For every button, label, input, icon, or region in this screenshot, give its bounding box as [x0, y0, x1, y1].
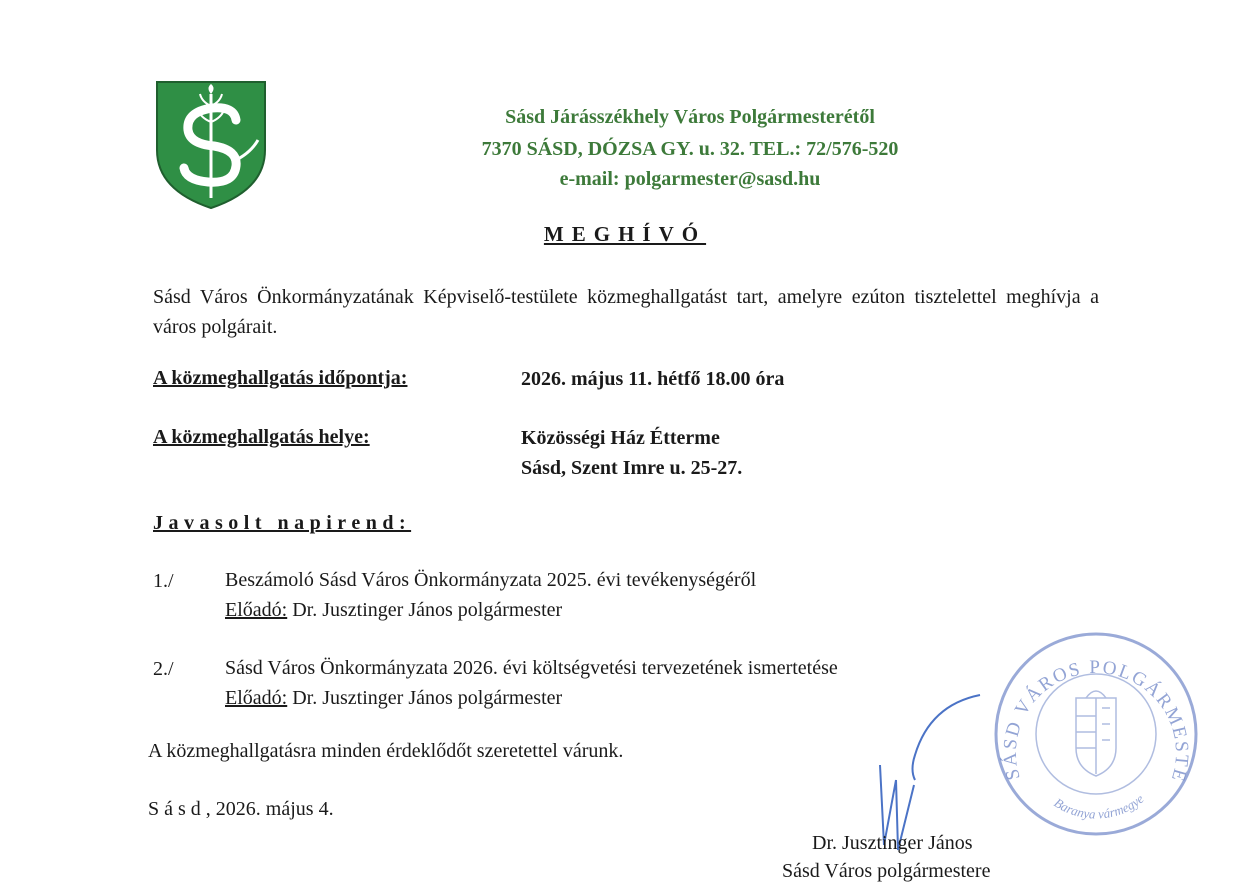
stamp-outer-text: SÁSD VÁROS POLGÁRMESTE [999, 656, 1193, 786]
stamp-inner-text: Baranya vármegye [1051, 791, 1147, 822]
handwritten-signature [870, 685, 990, 855]
place-label: A közmeghallgatás helye: [153, 426, 370, 448]
presenter-label: Előadó: [225, 687, 288, 709]
intro-paragraph: Sásd Város Önkormányzatának Képviselő-testülete közmeghallgatást tart, amelyre ezúton tisztelettel meghívja a város polgárait. [153, 286, 1099, 338]
place-value-line2: Sásd, Szent Imre u. 25-27. [521, 457, 743, 479]
place-date [148, 798, 334, 821]
agenda-item-number: 1./ [153, 570, 174, 592]
signatory-name: Dr. Jusztinger János [812, 832, 973, 854]
official-stamp [990, 628, 1202, 840]
header-office-name: Sásd Járásszékhely Város Polgármesterétől [505, 106, 875, 128]
signatory-title: Sásd Város polgármestere [782, 860, 991, 882]
time-label: A közmeghallgatás időpontja: [153, 367, 408, 389]
time-value: 2026. május 11. hétfő 18.00 óra [521, 368, 785, 390]
agenda-item-presenter [225, 595, 562, 625]
header-address: 7370 SÁSD, DÓZSA GY. u. 32. TEL.: 72/576-520 [481, 138, 899, 160]
place-value-line1: Közösségi Ház Étterme [521, 427, 720, 449]
presenter-label: Előadó: [225, 599, 288, 621]
svg-text:Baranya vármegye [1052, 791, 1147, 822]
presenter-name: Dr. Jusztinger János polgármester [287, 687, 563, 709]
agenda-item-number: 2./ [153, 658, 174, 680]
place-date-value: , 2026. május 4. [205, 798, 334, 820]
agenda-heading: Javasolt napirend: [153, 512, 412, 534]
town-crest-logo [154, 80, 268, 210]
presenter-name: Dr. Jusztinger János polgármester [287, 599, 563, 621]
agenda-item-title: Beszámoló Sásd Város Önkormányzata 2025. évi tevékenységéről [225, 569, 757, 591]
agenda-item-title: Sásd Város Önkormányzata 2026. évi költségvetési tervezetének ismertetése [225, 657, 838, 679]
document-title: MEGHÍVÓ [543, 222, 707, 246]
svg-text:SÁSD VÁROS POLGÁRMESTERE [990, 628, 1192, 785]
place-town: Sásd [148, 798, 206, 820]
closing-sentence: A közmeghallgatásra minden érdeklődőt szeretettel várunk. [148, 740, 624, 762]
agenda-item-presenter [225, 683, 562, 713]
header-email: e-mail: polgarmester@sasd.hu [559, 168, 821, 190]
